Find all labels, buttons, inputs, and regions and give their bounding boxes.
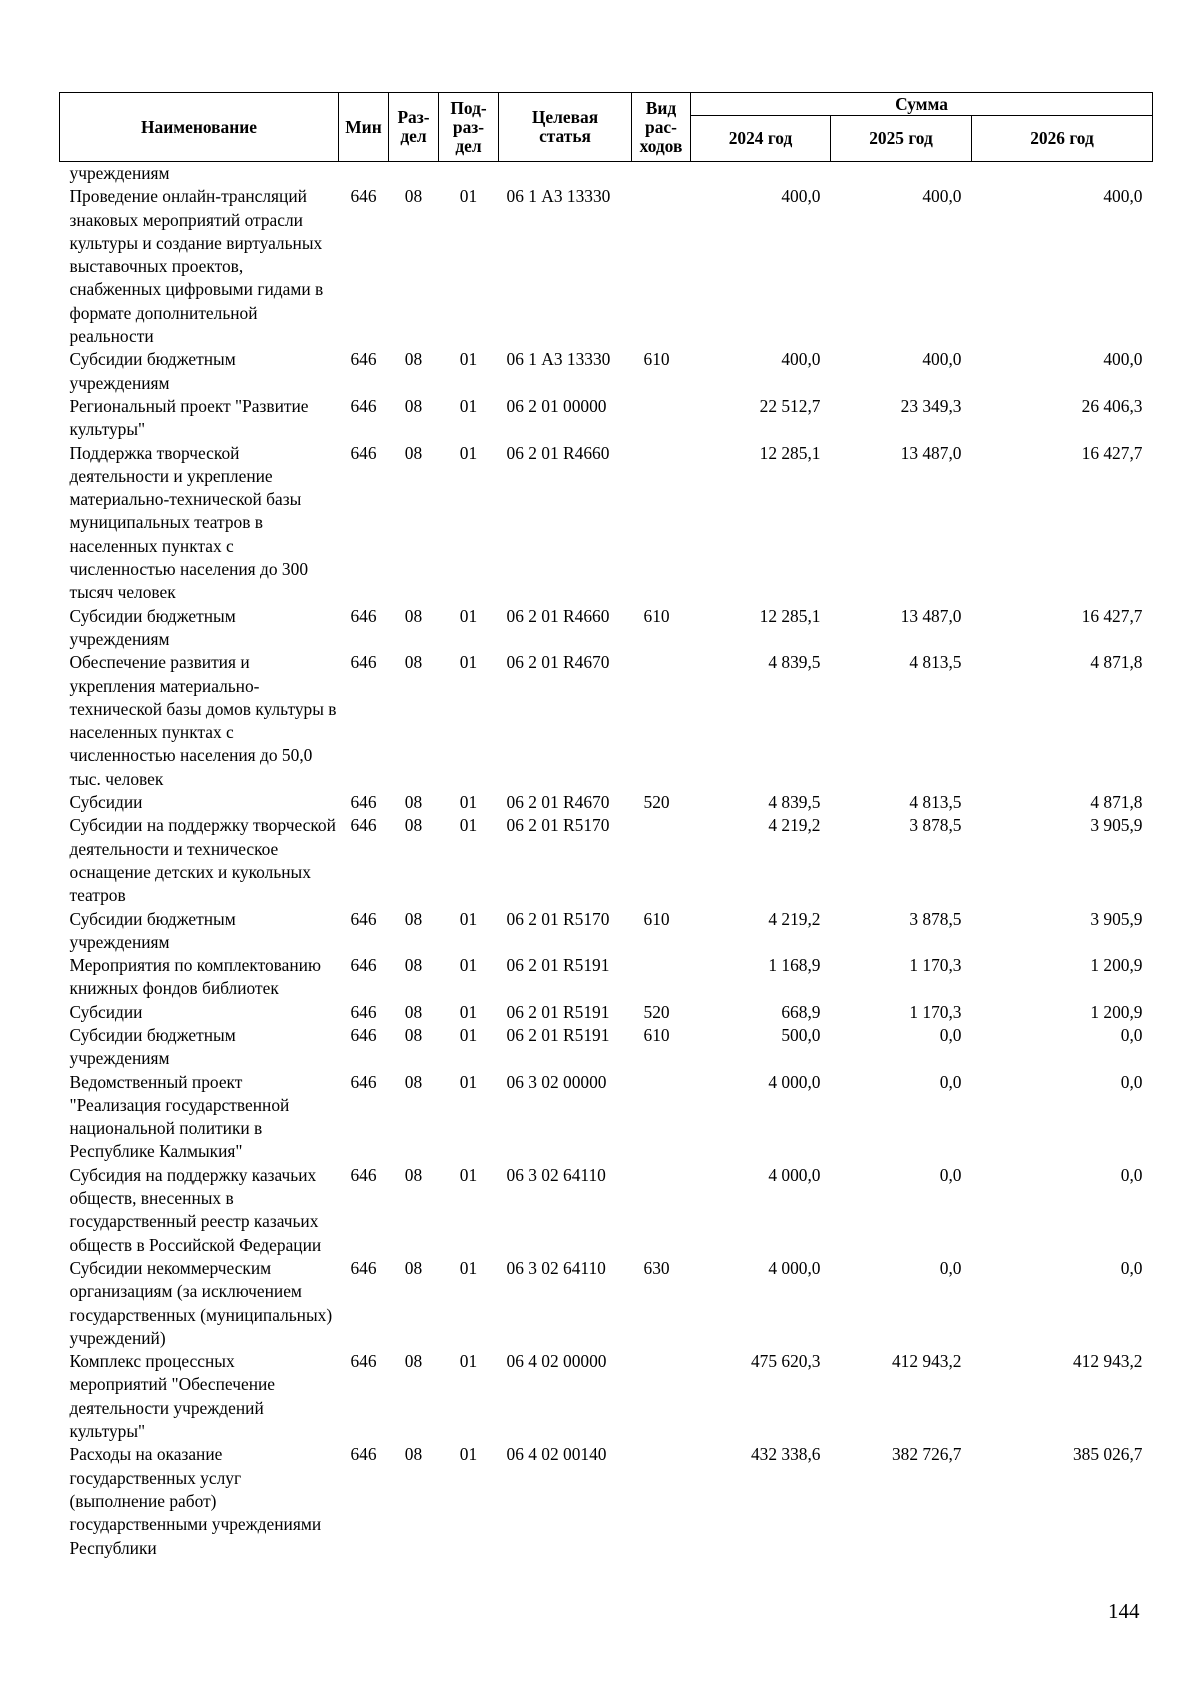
table-row bbox=[60, 791, 1153, 814]
page-number: 144 bbox=[1108, 1599, 1140, 1623]
row-celevaya: 06 2 01 R4660 bbox=[506, 605, 610, 626]
row-2024: 4 839,5 bbox=[768, 792, 821, 813]
row-2026: 0,0 bbox=[1120, 1024, 1143, 1045]
row-vid bbox=[632, 1350, 691, 1443]
row-podrazdel: 01 bbox=[459, 908, 478, 929]
table-row bbox=[60, 1024, 1153, 1071]
row-vid bbox=[632, 1164, 691, 1257]
row-2024: 668,9 bbox=[781, 1001, 821, 1022]
row-2026 bbox=[972, 162, 1153, 186]
row-vid: 610 bbox=[643, 908, 670, 929]
row-celevaya bbox=[499, 162, 632, 186]
header-summa: Сумма bbox=[691, 93, 1153, 116]
row-razdel: 08 bbox=[404, 1024, 423, 1045]
row-name: Субсидии бюджетным учреждениям bbox=[69, 1024, 236, 1069]
row-2025: 0,0 bbox=[939, 1071, 962, 1092]
row-vid bbox=[632, 814, 691, 907]
row-min: 646 bbox=[350, 908, 377, 929]
row-min: 646 bbox=[350, 349, 377, 370]
row-2026: 3 905,9 bbox=[1090, 815, 1143, 836]
row-2026: 4 871,8 bbox=[1090, 792, 1143, 813]
row-2024: 400,0 bbox=[781, 186, 821, 207]
row-vid: 610 bbox=[643, 349, 670, 370]
row-2025: 23 349,3 bbox=[900, 395, 962, 416]
row-2026: 412 943,2 bbox=[1072, 1351, 1143, 1372]
row-celevaya: 06 2 01 R4670 bbox=[506, 652, 610, 673]
table-row bbox=[60, 605, 1153, 652]
row-vid bbox=[632, 442, 691, 605]
row-2025: 13 487,0 bbox=[900, 442, 962, 463]
row-name: Субсидии bbox=[69, 1001, 143, 1022]
row-name: Субсидии некоммерческим организациям (за исключением государственных (муниципальных) учреждений) bbox=[69, 1257, 333, 1348]
table-row bbox=[60, 442, 1153, 605]
row-2026: 0,0 bbox=[1120, 1071, 1143, 1092]
row-celevaya: 06 2 01 R5191 bbox=[506, 1001, 610, 1022]
header-2026: 2026 год bbox=[972, 116, 1153, 162]
row-2026: 26 406,3 bbox=[1081, 395, 1143, 416]
table-row bbox=[60, 954, 1153, 1001]
row-2025: 382 726,7 bbox=[891, 1444, 962, 1465]
row-podrazdel: 01 bbox=[459, 792, 478, 813]
row-name: Поддержка творческой деятельности и укрепление материально-технической базы муниципальных театров в населенных пунктах с численностью населения до 300 тысяч человек bbox=[69, 442, 309, 603]
row-2026: 16 427,7 bbox=[1081, 605, 1143, 626]
row-2024: 4 219,2 bbox=[768, 815, 821, 836]
row-vid bbox=[632, 1443, 691, 1559]
row-2024 bbox=[691, 162, 831, 186]
table-header bbox=[60, 93, 1153, 162]
row-2025: 4 813,5 bbox=[909, 652, 962, 673]
row-razdel: 08 bbox=[404, 955, 423, 976]
table-row bbox=[60, 1164, 1153, 1257]
row-min: 646 bbox=[350, 652, 377, 673]
row-2026: 1 200,9 bbox=[1090, 955, 1143, 976]
row-vid: 610 bbox=[643, 1024, 670, 1045]
row-podrazdel: 01 bbox=[459, 815, 478, 836]
row-min: 646 bbox=[350, 1257, 377, 1278]
table-row bbox=[60, 162, 1153, 186]
row-razdel: 08 bbox=[404, 1071, 423, 1092]
row-2026: 400,0 bbox=[1103, 349, 1143, 370]
row-celevaya: 06 3 02 64110 bbox=[506, 1164, 606, 1185]
header-min: Мин bbox=[339, 93, 389, 162]
row-celevaya: 06 2 01 R5191 bbox=[506, 1024, 610, 1045]
row-podrazdel: 01 bbox=[459, 652, 478, 673]
row-2026: 385 026,7 bbox=[1072, 1444, 1143, 1465]
row-celevaya: 06 4 02 00000 bbox=[506, 1351, 607, 1372]
row-2025: 4 813,5 bbox=[909, 792, 962, 813]
row-min: 646 bbox=[350, 1071, 377, 1092]
table-row bbox=[60, 185, 1153, 348]
row-celevaya: 06 3 02 64110 bbox=[506, 1257, 606, 1278]
header-vid: Вид рас- ходов bbox=[632, 93, 691, 162]
row-2025: 3 878,5 bbox=[909, 908, 962, 929]
row-vid bbox=[632, 162, 691, 186]
row-2025: 1 170,3 bbox=[909, 1001, 962, 1022]
row-min: 646 bbox=[350, 442, 377, 463]
row-vid bbox=[632, 185, 691, 348]
row-razdel: 08 bbox=[404, 442, 423, 463]
table-row bbox=[60, 1257, 1153, 1350]
row-2024: 4 839,5 bbox=[768, 652, 821, 673]
row-2026: 0,0 bbox=[1120, 1164, 1143, 1185]
row-name: Субсидии bbox=[69, 792, 143, 813]
row-podrazdel: 01 bbox=[459, 1444, 478, 1465]
table-row bbox=[60, 908, 1153, 955]
row-vid: 520 bbox=[643, 792, 670, 813]
row-2024: 22 512,7 bbox=[759, 395, 821, 416]
row-razdel: 08 bbox=[404, 605, 423, 626]
row-vid: 610 bbox=[643, 605, 670, 626]
row-razdel: 08 bbox=[404, 908, 423, 929]
row-razdel: 08 bbox=[404, 1444, 423, 1465]
row-min: 646 bbox=[350, 955, 377, 976]
row-2024: 4 219,2 bbox=[768, 908, 821, 929]
row-name: Ведомственный проект "Реализация государственной национальной политики в Республике Калмыкия" bbox=[69, 1071, 290, 1162]
budget-table-page bbox=[59, 92, 1152, 1560]
row-razdel: 08 bbox=[404, 395, 423, 416]
row-podrazdel: 01 bbox=[459, 1351, 478, 1372]
row-podrazdel: 01 bbox=[459, 605, 478, 626]
row-podrazdel: 01 bbox=[459, 1257, 478, 1278]
row-2025: 0,0 bbox=[939, 1257, 962, 1278]
table-row bbox=[60, 348, 1153, 395]
row-razdel: 08 bbox=[404, 1164, 423, 1185]
row-2024: 400,0 bbox=[781, 349, 821, 370]
row-podrazdel: 01 bbox=[459, 442, 478, 463]
row-podrazdel: 01 bbox=[459, 186, 478, 207]
row-razdel: 08 bbox=[404, 1001, 423, 1022]
row-razdel: 08 bbox=[404, 1257, 423, 1278]
row-vid bbox=[632, 954, 691, 1001]
row-vid bbox=[632, 651, 691, 791]
row-name: Региональный проект "Развитие культуры" bbox=[69, 395, 309, 440]
row-min: 646 bbox=[350, 1351, 377, 1372]
row-name: Проведение онлайн-трансляций знаковых мероприятий отрасли культуры и создание виртуальных выставочных проектов, снабженных цифровыми гидами в формате дополнительной реальности bbox=[69, 186, 324, 347]
row-2025: 412 943,2 bbox=[891, 1351, 962, 1372]
table-row bbox=[60, 1071, 1153, 1164]
row-celevaya: 06 3 02 00000 bbox=[506, 1071, 607, 1092]
header-2024: 2024 год bbox=[691, 116, 831, 162]
row-podrazdel bbox=[439, 162, 499, 186]
row-2024: 12 285,1 bbox=[759, 605, 821, 626]
row-name: Мероприятия по комплектованию книжных фондов библиотек bbox=[69, 955, 321, 999]
row-razdel: 08 bbox=[404, 349, 423, 370]
row-razdel: 08 bbox=[404, 186, 423, 207]
row-2025: 400,0 bbox=[922, 349, 962, 370]
row-min: 646 bbox=[350, 186, 377, 207]
row-razdel bbox=[389, 162, 439, 186]
row-podrazdel: 01 bbox=[459, 395, 478, 416]
row-min: 646 bbox=[350, 792, 377, 813]
row-name: Субсидия на поддержку казачьих обществ, внесенных в государственный реестр казачьих обществ в Российской Федерации bbox=[69, 1164, 322, 1255]
row-min: 646 bbox=[350, 1444, 377, 1465]
header-2025: 2025 год bbox=[831, 116, 972, 162]
row-2024: 12 285,1 bbox=[759, 442, 821, 463]
row-celevaya: 06 2 01 R4660 bbox=[506, 442, 610, 463]
row-razdel: 08 bbox=[404, 1351, 423, 1372]
row-2026: 400,0 bbox=[1103, 186, 1143, 207]
header-name: Наименование bbox=[60, 93, 339, 162]
row-2025: 400,0 bbox=[922, 186, 962, 207]
row-2024: 1 168,9 bbox=[768, 955, 821, 976]
table-body bbox=[60, 162, 1153, 1560]
row-celevaya: 06 2 01 00000 bbox=[506, 395, 607, 416]
row-vid: 520 bbox=[643, 1001, 670, 1022]
row-vid: 630 bbox=[643, 1257, 670, 1278]
row-2024: 4 000,0 bbox=[768, 1071, 821, 1092]
table-row bbox=[60, 1001, 1153, 1024]
row-vid bbox=[632, 395, 691, 442]
row-2024: 4 000,0 bbox=[768, 1164, 821, 1185]
row-podrazdel: 01 bbox=[459, 1024, 478, 1045]
row-razdel: 08 bbox=[404, 792, 423, 813]
row-2025: 13 487,0 bbox=[900, 605, 962, 626]
row-name: Субсидии бюджетным учреждениям bbox=[69, 349, 236, 393]
row-vid bbox=[632, 1071, 691, 1164]
row-2025: 1 170,3 bbox=[909, 955, 962, 976]
row-name: Субсидии бюджетным учреждениям bbox=[69, 605, 236, 649]
table-row bbox=[60, 814, 1153, 907]
row-2026: 4 871,8 bbox=[1090, 652, 1143, 673]
table-row bbox=[60, 395, 1153, 442]
row-2024: 475 620,3 bbox=[750, 1351, 821, 1372]
row-2025: 0,0 bbox=[939, 1024, 962, 1045]
row-2026: 3 905,9 bbox=[1090, 908, 1143, 929]
row-name: учреждениям bbox=[69, 163, 170, 183]
row-2026: 1 200,9 bbox=[1090, 1001, 1143, 1022]
row-min bbox=[339, 162, 389, 186]
header-razdel: Раз- дел bbox=[389, 93, 439, 162]
row-celevaya: 06 2 01 R5170 bbox=[506, 815, 610, 836]
row-razdel: 08 bbox=[404, 815, 423, 836]
row-2026: 16 427,7 bbox=[1081, 442, 1143, 463]
row-celevaya: 06 2 01 R4670 bbox=[506, 792, 610, 813]
row-min: 646 bbox=[350, 395, 377, 416]
row-celevaya: 06 2 01 R5170 bbox=[506, 908, 610, 929]
row-2024: 500,0 bbox=[781, 1024, 821, 1045]
table-row bbox=[60, 1443, 1153, 1559]
row-name: Расходы на оказание государственных услуг (выполнение работ) государственными учреждениями Республики bbox=[69, 1444, 322, 1558]
row-celevaya: 06 1 А3 13330 bbox=[506, 349, 611, 370]
row-min: 646 bbox=[350, 1001, 377, 1022]
row-min: 646 bbox=[350, 605, 377, 626]
row-2024: 432 338,6 bbox=[750, 1444, 821, 1465]
row-celevaya: 06 4 02 00140 bbox=[506, 1444, 607, 1465]
row-2025: 3 878,5 bbox=[909, 815, 962, 836]
row-name: Комплекс процессных мероприятий "Обеспечение деятельности учреждений культуры" bbox=[69, 1351, 276, 1442]
row-razdel: 08 bbox=[404, 652, 423, 673]
table-row bbox=[60, 651, 1153, 791]
table-row bbox=[60, 1350, 1153, 1443]
row-celevaya: 06 2 01 R5191 bbox=[506, 955, 610, 976]
row-name: Субсидии бюджетным учреждениям bbox=[69, 908, 236, 952]
row-2025: 0,0 bbox=[939, 1164, 962, 1185]
row-2025 bbox=[831, 162, 972, 186]
budget-table bbox=[59, 92, 1153, 1560]
row-min: 646 bbox=[350, 1024, 377, 1045]
row-podrazdel: 01 bbox=[459, 1164, 478, 1185]
row-name: Субсидии на поддержку творческой деятельности и техническое оснащение детских и кукольных театров bbox=[69, 815, 336, 906]
header-podrazdel: Под- раз- дел bbox=[439, 93, 499, 162]
row-podrazdel: 01 bbox=[459, 955, 478, 976]
row-podrazdel: 01 bbox=[459, 349, 478, 370]
row-min: 646 bbox=[350, 1164, 377, 1185]
row-podrazdel: 01 bbox=[459, 1001, 478, 1022]
row-celevaya: 06 1 А3 13330 bbox=[506, 186, 611, 207]
row-2024: 4 000,0 bbox=[768, 1257, 821, 1278]
header-celevaya: Целевая статья bbox=[499, 93, 632, 162]
row-min: 646 bbox=[350, 815, 377, 836]
row-name: Обеспечение развития и укрепления материально-технической базы домов культуры в населенных пунктах с численностью населения до 50,0 тыс. человек bbox=[69, 652, 337, 789]
row-podrazdel: 01 bbox=[459, 1071, 478, 1092]
row-2026: 0,0 bbox=[1120, 1257, 1143, 1278]
